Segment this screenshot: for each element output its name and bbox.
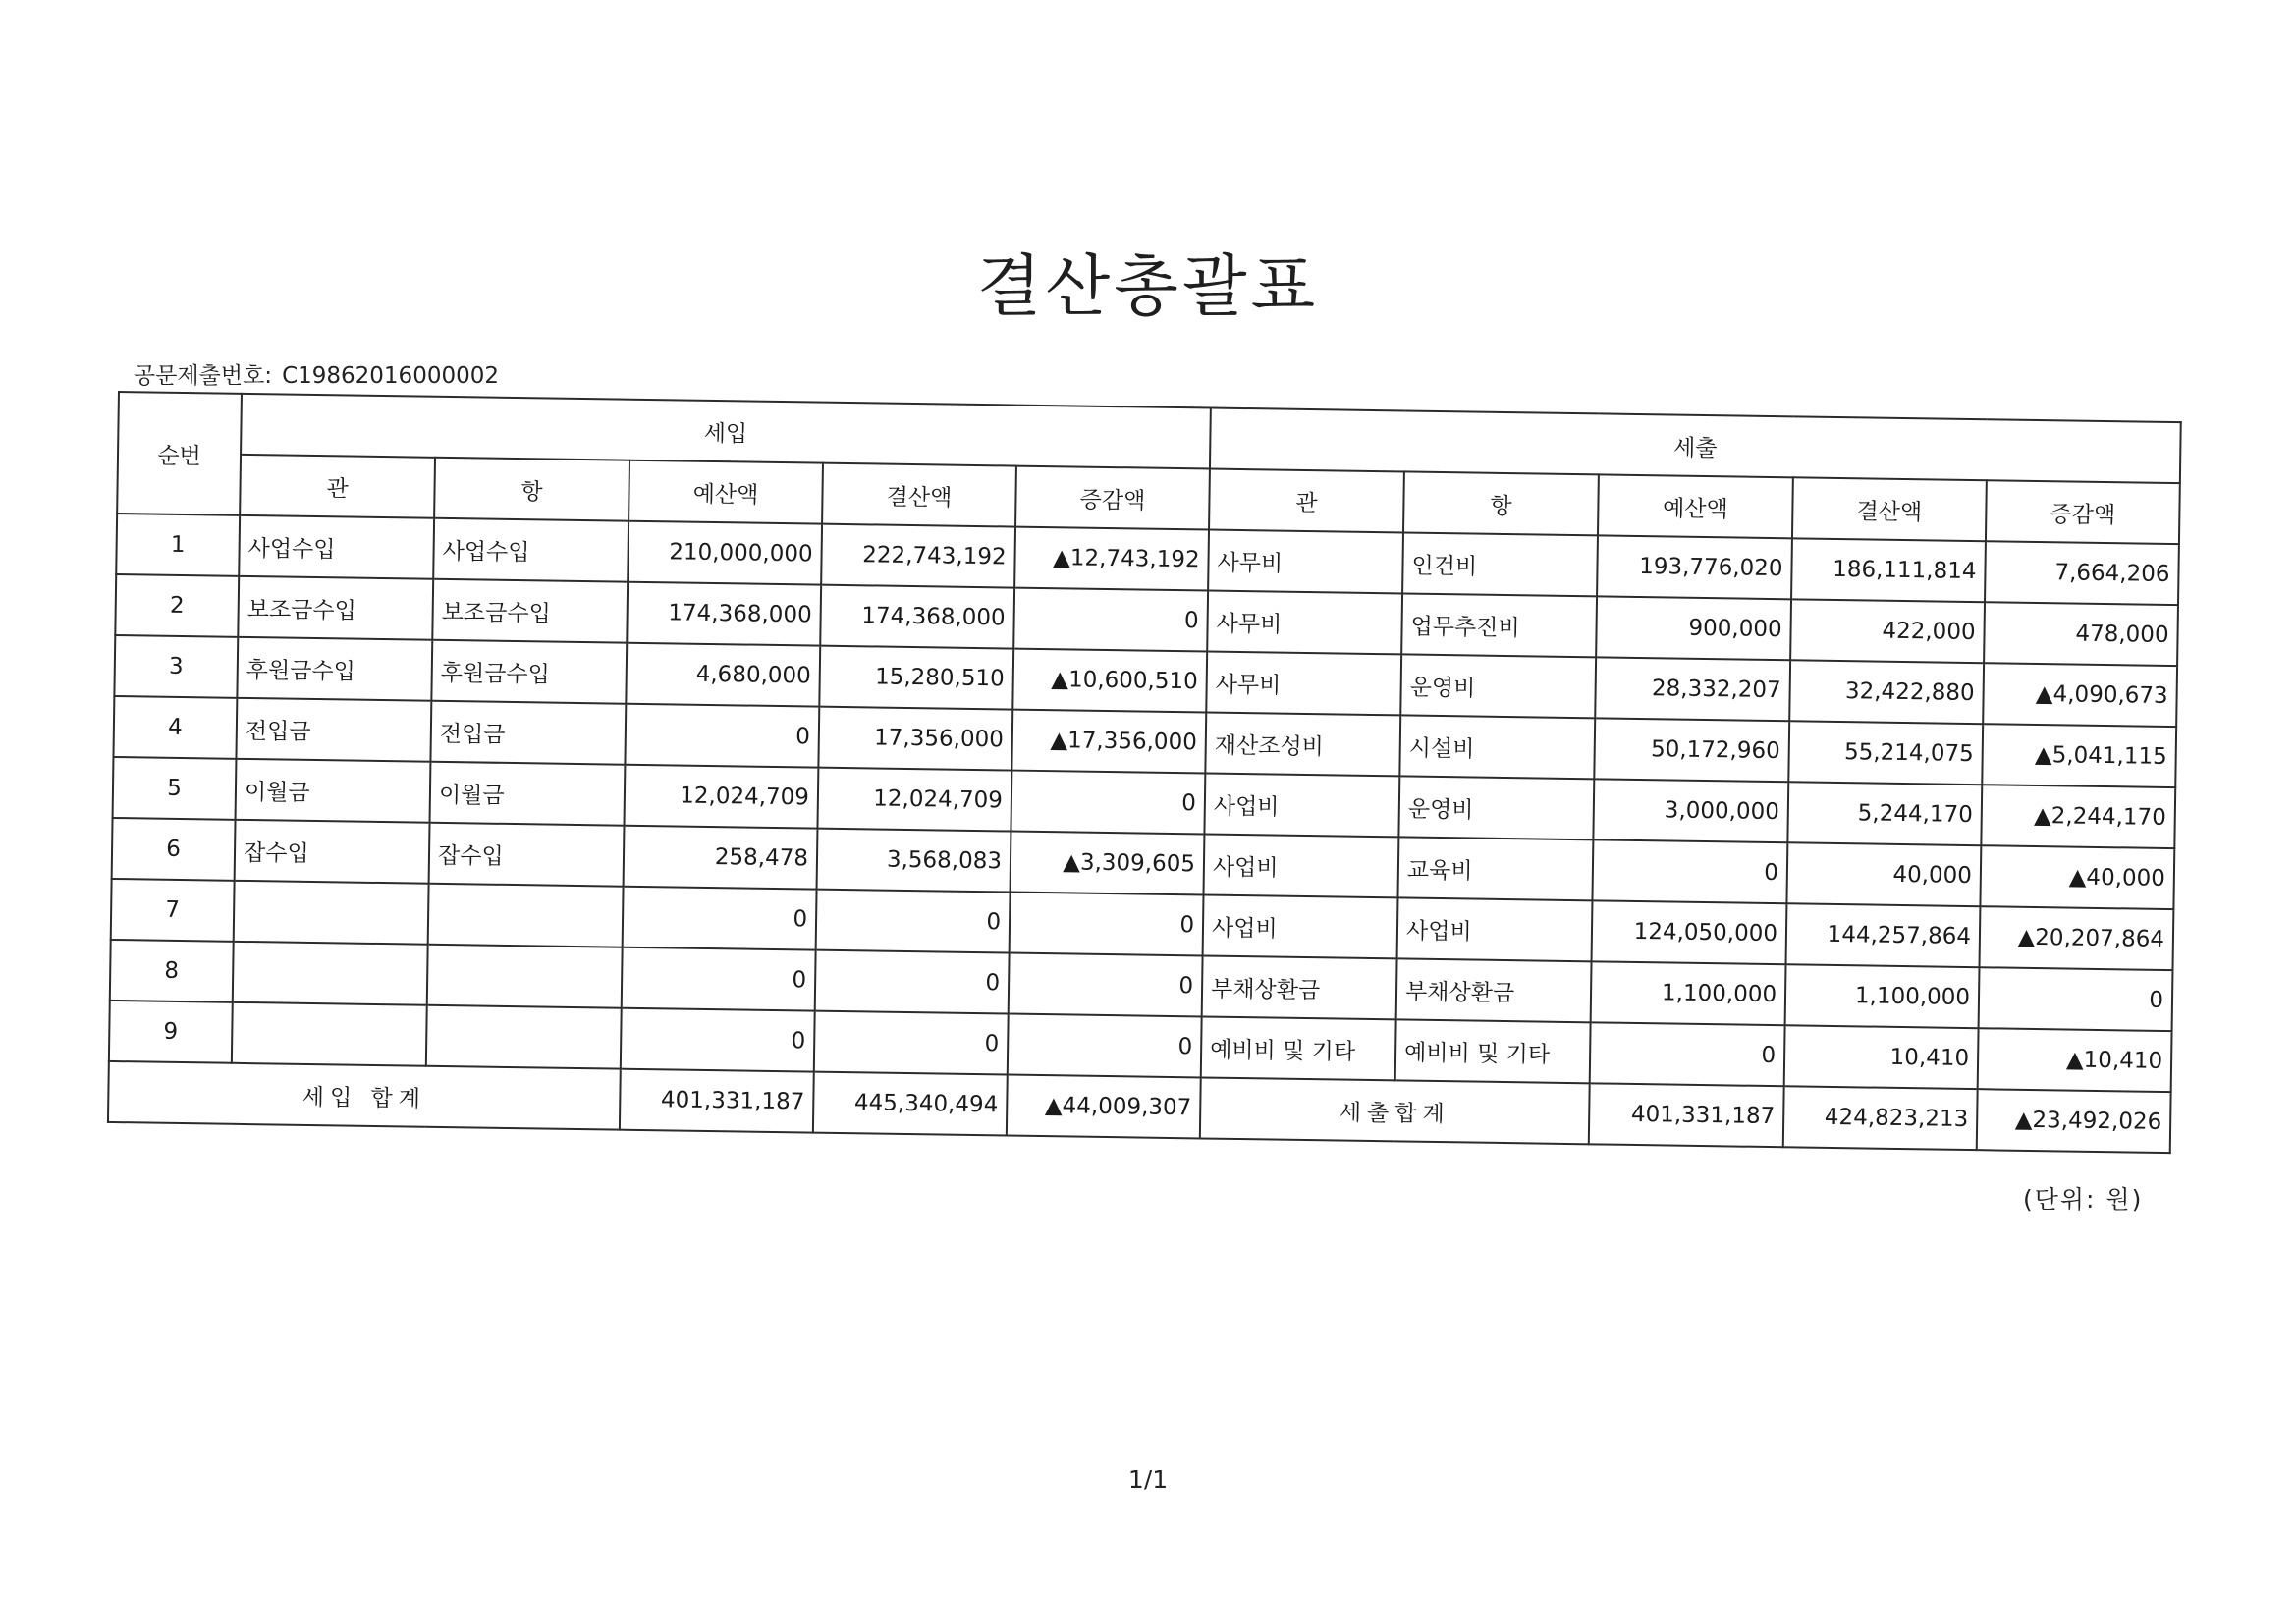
rev-change: 0 [1010,893,1204,956]
exp-gwan: 사무비 [1207,590,1402,654]
header-rev-change: 증감액 [1015,466,1210,530]
exp-change: ▲10,410 [1978,1028,2172,1092]
exp-settled: 55,214,075 [1788,721,1983,785]
exp-change: ▲4,090,673 [1983,663,2177,727]
header-rev-gwan: 관 [240,455,435,518]
expense-total-budget: 401,331,187 [1589,1083,1784,1147]
rev-change: 0 [1011,771,1205,835]
rev-gwan [232,1002,427,1066]
rev-gwan [233,942,428,1005]
rev-settled: 17,356,000 [818,707,1012,771]
doc-number-value: C19862016000002 [282,363,499,389]
exp-budget: 193,776,020 [1597,535,1792,599]
page-title: 결산총괄표 [976,248,1320,326]
rev-gwan [234,881,429,945]
row-no: 3 [114,635,238,698]
rev-change: ▲12,743,192 [1014,527,1209,591]
row-no: 4 [113,696,237,759]
rev-change: 0 [1013,588,1208,652]
rev-change: 0 [1008,1014,1202,1078]
header-no: 순번 [117,392,242,515]
revenue-total-budget: 401,331,187 [620,1069,814,1133]
exp-budget: 900,000 [1596,596,1791,660]
rev-budget: 4,680,000 [626,643,820,707]
rev-hang: 이월금 [430,762,626,826]
exp-budget: 3,000,000 [1593,779,1788,842]
exp-hang: 운영비 [1400,654,1596,718]
exp-gwan: 사업비 [1204,834,1399,897]
header-rev-budget: 예산액 [629,460,823,524]
rev-hang: 전입금 [430,701,626,765]
exp-change: ▲5,041,115 [1982,724,2176,787]
rev-settled: 12,024,709 [817,768,1011,832]
revenue-total-change: ▲44,009,307 [1007,1075,1201,1139]
header-rev-settled: 결산액 [822,463,1016,527]
header-rev-hang: 항 [434,458,629,521]
exp-budget: 0 [1592,839,1787,903]
exp-change: ▲20,207,864 [1980,906,2174,970]
rev-hang [427,945,623,1008]
exp-budget: 28,332,207 [1595,657,1790,721]
rev-budget: 0 [625,704,819,768]
exp-change: 0 [1979,967,2173,1031]
expense-total-change: ▲23,492,026 [1977,1089,2171,1153]
rev-budget: 174,368,000 [627,582,821,646]
exp-settled: 10,410 [1784,1025,1979,1089]
header-expense: 세출 [1210,408,2181,484]
settlement-table-wrap [107,391,2180,1154]
revenue-total-label: 세입 합계 [108,1061,621,1130]
rev-hang [426,1005,622,1069]
rev-change: ▲17,356,000 [1011,710,1206,774]
settlement-table [107,391,2182,1154]
exp-change: 7,664,206 [1985,541,2179,605]
rev-gwan: 보조금수입 [238,576,433,640]
rev-budget: 258,478 [624,826,818,890]
expense-total-settled: 424,823,213 [1783,1086,1978,1150]
exp-change: ▲40,000 [1980,845,2174,909]
rev-gwan: 후원금수입 [237,637,432,701]
exp-change: ▲2,244,170 [1981,785,2175,848]
exp-gwan: 부채상환금 [1202,955,1397,1019]
exp-settled: 40,000 [1786,842,1981,906]
exp-settled: 5,244,170 [1787,782,1982,845]
rev-change: 0 [1009,953,1203,1017]
exp-gwan: 사무비 [1206,651,1401,715]
exp-change: 478,000 [1984,602,2178,666]
revenue-total-settled: 445,340,494 [813,1072,1008,1136]
row-no: 2 [115,574,239,637]
row-no: 1 [116,514,240,576]
rev-gwan: 전입금 [236,698,431,762]
exp-hang: 운영비 [1398,776,1594,839]
exp-gwan: 사무비 [1208,529,1403,593]
exp-settled: 32,422,880 [1789,660,1984,724]
rev-change: ▲10,600,510 [1012,649,1207,713]
rev-hang [428,884,624,947]
rev-settled: 3,568,083 [817,829,1011,893]
exp-hang: 인건비 [1402,532,1598,596]
row-no: 5 [113,757,237,820]
exp-settled: 422,000 [1790,599,1985,663]
exp-gwan: 사업비 [1203,894,1398,958]
row-no: 8 [110,940,234,1002]
exp-gwan: 사업비 [1204,773,1399,837]
exp-gwan: 재산조성비 [1205,712,1400,776]
exp-gwan: 예비비 및 기타 [1201,1016,1396,1080]
row-no: 9 [109,1001,233,1063]
rev-settled: 0 [815,950,1010,1014]
row-no: 7 [111,879,235,942]
rev-budget: 0 [621,1008,815,1072]
header-exp-change: 증감액 [1986,480,2180,544]
rev-budget: 210,000,000 [628,521,822,585]
exp-hang: 부채상환금 [1396,958,1592,1022]
row-no: 6 [112,818,236,881]
rev-settled: 222,743,192 [821,524,1015,588]
exp-settled: 186,111,814 [1791,538,1986,602]
exp-hang: 사업비 [1397,897,1593,961]
rev-budget: 0 [622,947,816,1011]
rev-hang: 보조금수입 [432,579,628,643]
rev-settled: 0 [816,890,1011,953]
exp-budget: 124,050,000 [1592,900,1787,964]
exp-budget: 50,172,960 [1594,718,1789,782]
rev-settled: 15,280,510 [819,646,1013,710]
exp-hang: 예비비 및 기타 [1395,1019,1591,1083]
rev-budget: 12,024,709 [624,765,818,829]
unit-note: (단위: 원) [2023,1185,2144,1214]
exp-hang: 업무추진비 [1401,593,1597,657]
header-exp-settled: 결산액 [1792,477,1987,541]
header-exp-hang: 항 [1403,471,1599,535]
rev-settled: 174,368,000 [820,585,1014,649]
exp-hang: 시설비 [1399,715,1595,779]
exp-settled: 1,100,000 [1785,964,1980,1028]
expense-total-label: 세출합계 [1200,1077,1590,1144]
exp-settled: 144,257,864 [1786,903,1981,967]
rev-budget: 0 [623,887,817,950]
exp-budget: 1,100,000 [1591,961,1786,1025]
header-revenue: 세입 [241,394,1211,469]
exp-hang: 교육비 [1397,837,1593,900]
rev-hang: 잡수입 [429,823,625,887]
rev-gwan: 이월금 [236,759,431,823]
rev-gwan: 사업수입 [239,515,434,579]
rev-change: ▲3,309,605 [1011,832,1205,895]
header-exp-budget: 예산액 [1598,474,1793,538]
header-exp-gwan: 관 [1209,469,1404,533]
rev-hang: 후원금수입 [431,640,627,704]
rev-settled: 0 [814,1011,1009,1075]
exp-budget: 0 [1590,1022,1785,1086]
rev-gwan: 잡수입 [235,820,430,884]
rev-hang: 사업수입 [433,518,629,582]
doc-number-label: 공문제출번호: [134,363,273,389]
page-number: 1/1 [1127,1465,1169,1493]
doc-number [134,357,499,390]
